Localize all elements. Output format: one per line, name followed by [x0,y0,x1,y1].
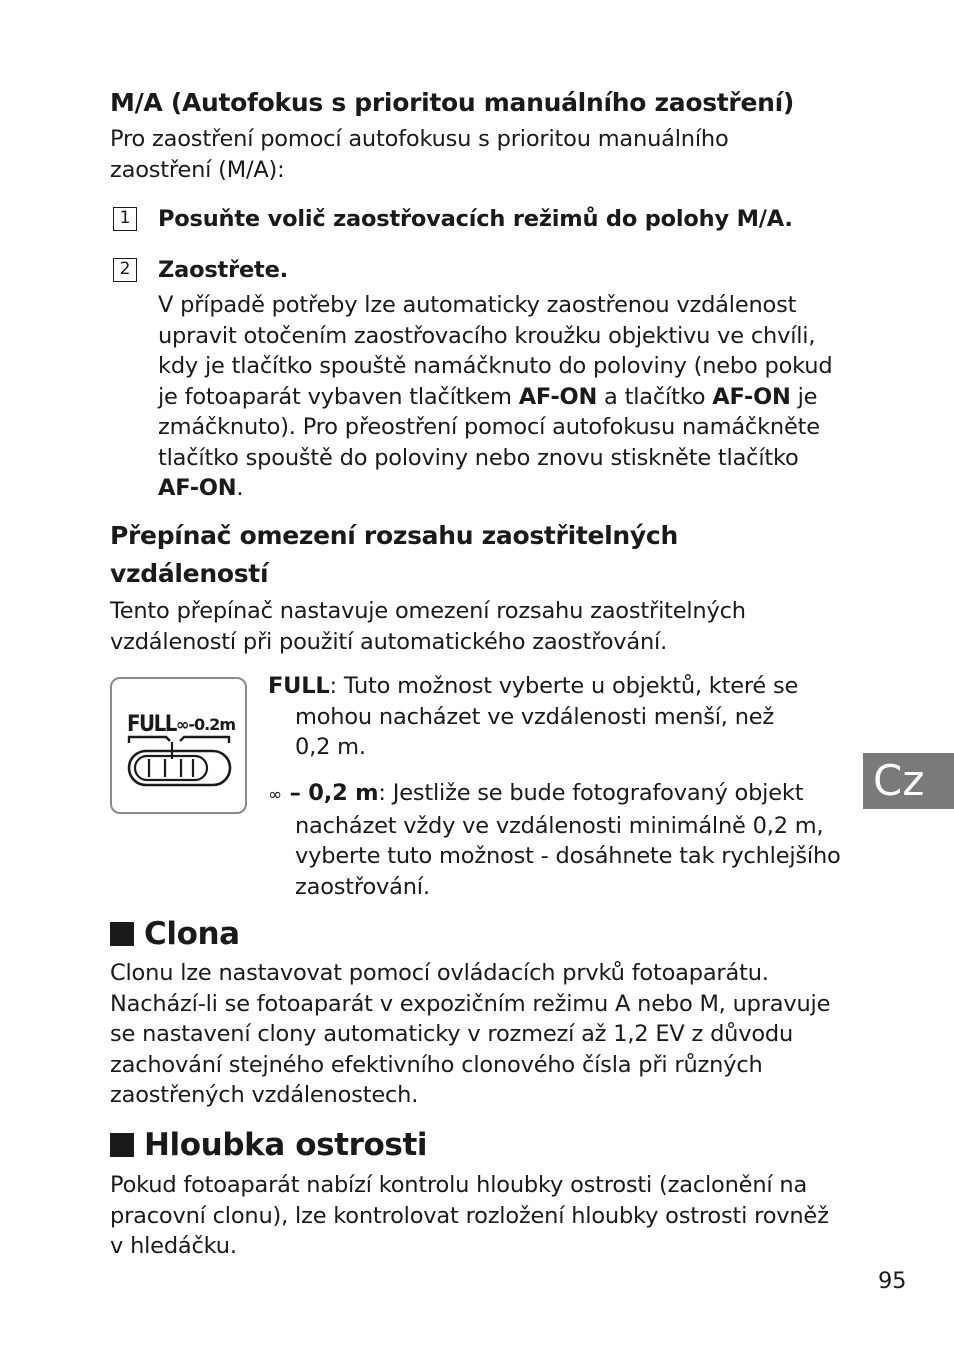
step-2-title: Zaostřete. [158,257,289,283]
dof-text: Pokud fotoaparát nabízí kontrolu hloubky ostrosti (zaclonění na pracovní clonu), lze kontrolovat rozložení hloubky ostrosti rovněž v hledáčku. [110,1172,829,1259]
step-number-2: 2 [113,258,137,282]
step-number-1: 1 [113,207,137,231]
option-full-line: 0,2 m. [295,734,366,760]
section-title-ma: M/A (Autofokus s prioritou manuálního zaostření) [110,88,795,117]
square-bullet-icon [110,1133,134,1157]
option-full-line: FULL: Tuto možnost vyberte u objektů, které se [268,673,799,699]
step-2-line: je fotoaparát vybaven tlačítkem AF-ON a tlačítko AF-ON je [158,383,818,410]
step-2-line: kdy je tlačítko spouště namáčknuto do poloviny (nebo pokud [158,353,833,379]
svg-text:FULL: FULL [127,712,176,737]
step-2-line: tlačítko spouště do poloviny nebo znovu stiskněte tlačítko [158,444,799,471]
focus-limit-switch-icon [112,679,245,812]
focus-limit-switch-illustration [110,677,247,814]
step-2-line: zmáčknuto). Pro přeostření pomocí autofokusu namáčkněte [158,414,820,440]
step-2-text [158,290,832,504]
square-bullet-icon [110,922,134,946]
clona-text: Clonu lze nastavovat pomocí ovládacích prvků fotoaparátu. Nachází-li se fotoaparát v expozičním režimu A nebo M, upravuje se nastavení clony automaticky v rozmezí až 1,2 EV z důvodu zachování stejného efektivního clonového čísla při různých zaostřených vzdálenostech. [110,960,831,1108]
option-full-line: mohou nacházet ve vzdálenosti menší, než [295,703,775,730]
option-infinity-range [268,778,848,902]
ma-intro-line: zaostření (M/A): [110,156,285,183]
ma-intro-line: Pro zaostření pomocí autofokusu s prioritou manuálního [110,126,729,152]
page-number: 95 [878,1268,907,1294]
step-2-line: V případě potřeby lze automaticky zaostřenou vzdálenost [158,292,797,318]
step-1-title: Posuňte volič zaostřovacích režimů do polohy M/A. [158,206,793,232]
ma-intro [110,124,729,185]
option-range-line: vyberte tuto možnost - dosáhnete tak rychlejšího [295,843,841,869]
infinity-icon: ∞ [268,785,282,805]
option-range-line: zaostřování. [295,873,430,900]
section-title-dof: Hloubka ostrosti [110,1125,427,1165]
option-range-line: ∞ – 0,2 m: Jestliže se bude fotografovaný objekt [268,780,804,806]
focus-limit-intro: Tento přepínač nastavuje omezení rozsahu zaostřitelných vzdáleností při použití automatického zaostřování. [110,598,746,655]
svg-text:∞-0.2m: ∞-0.2m [176,715,235,734]
step-2-line: AF-ON. [158,475,244,501]
language-tab: Cz [863,753,954,809]
option-range-line: nacházet vždy ve vzdálenosti minimálně 0,2 m, [295,812,824,839]
option-full [268,671,848,763]
section-title-focus-limit: Přepínač omezení rozsahu zaostřitelných vzdáleností [110,521,678,588]
step-2-line: upravit otočením zaostřovacího kroužku objektivu ve chvíli, [158,322,816,349]
section-title-clona: Clona [110,914,240,954]
